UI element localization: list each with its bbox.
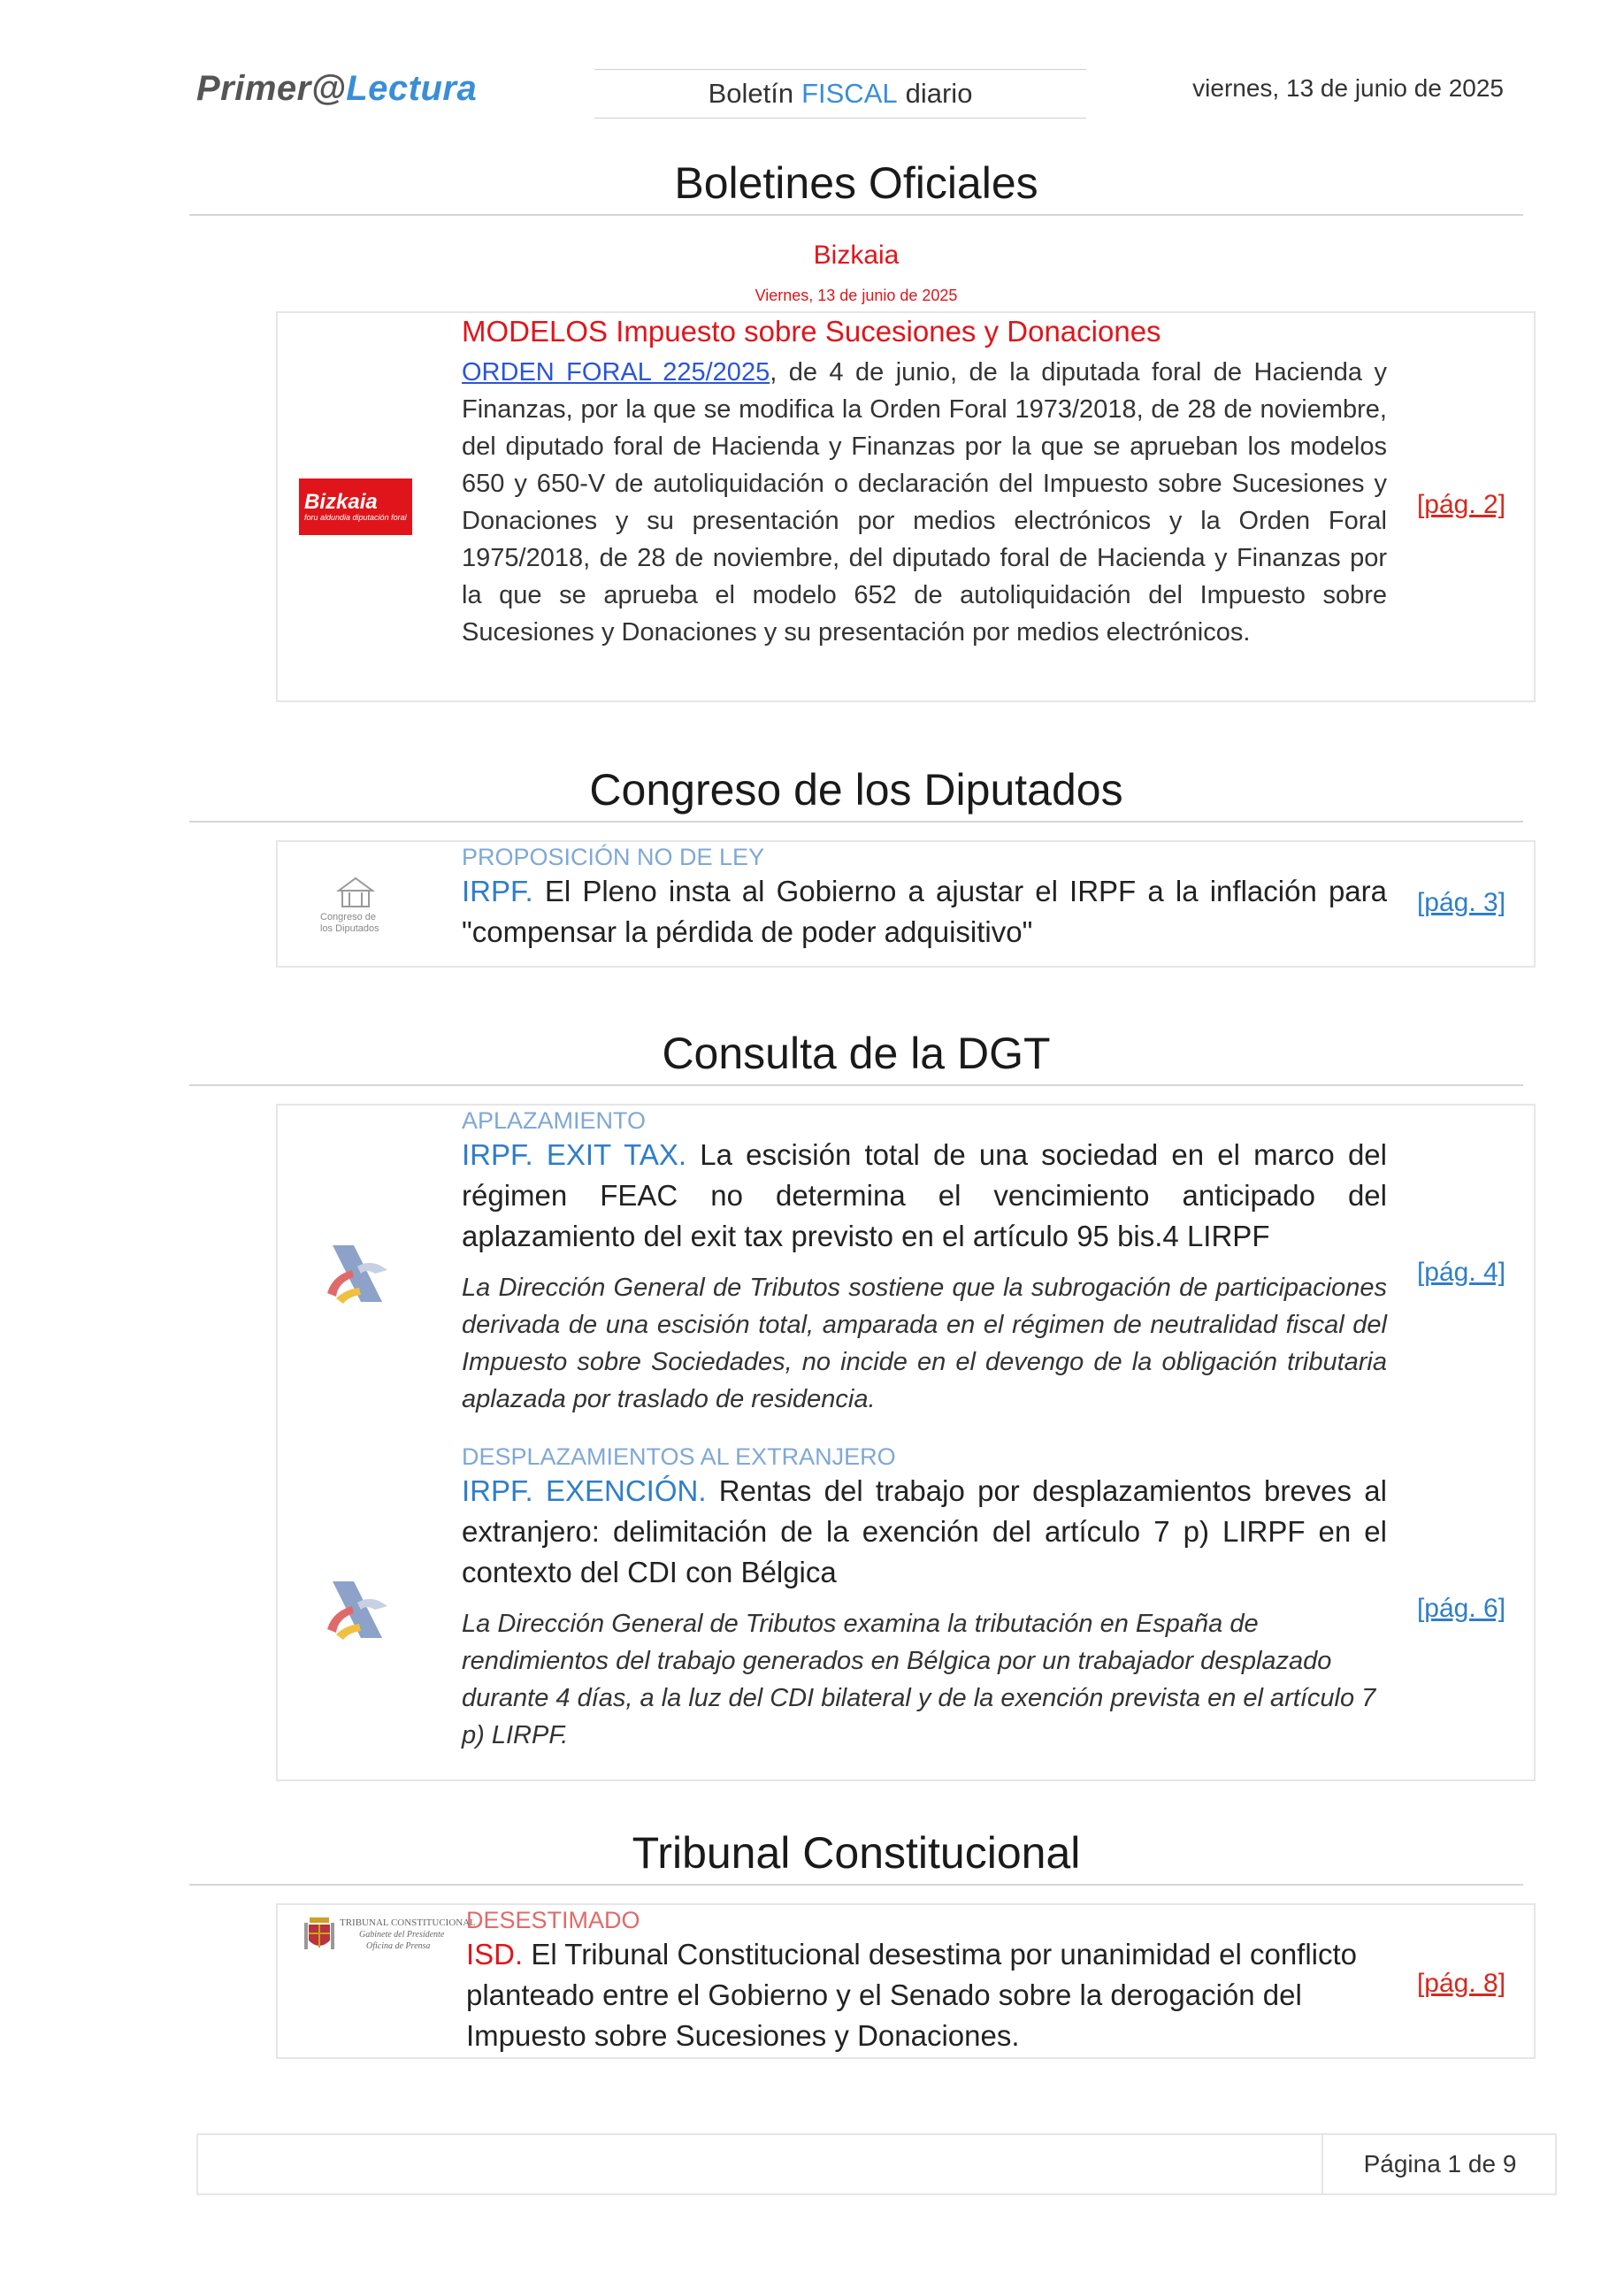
page-link-2[interactable]: [pág. 2] xyxy=(1416,490,1506,519)
tc-logo-line2: Gabinete del Presidente xyxy=(359,1930,445,1940)
congreso-logo xyxy=(276,840,435,968)
bulletin-title-pre: Boletín xyxy=(708,78,794,109)
news-headline xyxy=(462,1471,1387,1593)
news-content-tc xyxy=(466,1907,1391,2056)
orden-foral-link[interactable]: ORDEN FORAL 225/2025 xyxy=(462,358,770,386)
news-content-congreso xyxy=(462,844,1387,953)
aeat-logo-icon xyxy=(318,1576,393,1643)
section-title-congreso: Congreso de los Diputados xyxy=(189,764,1523,823)
bizkaia-logo xyxy=(276,311,435,702)
region-date: Viernes, 13 de junio de 2025 xyxy=(755,287,958,304)
aeat-logo xyxy=(276,1574,435,1645)
news-headline xyxy=(466,1934,1391,2056)
news-headline-text: El Pleno insta al Gobierno a ajustar el IRPF a la inflación para "compensar la pérdida de poder adquisitivo" xyxy=(462,875,1387,948)
news-headline-text: El Tribunal Constitucional desestima por unanimidad el conflicto planteado entre el Gobierno y el Senado sobre la derogación del Impuesto sobre Sucesiones y Donaciones. xyxy=(466,1938,1358,2052)
region-title: Bizkaia xyxy=(813,241,900,270)
bulletin-title-accent: FISCAL xyxy=(801,78,898,109)
news-category: APLAZAMIENTO xyxy=(462,1107,647,1134)
news-keyword: IRPF. EXIT TAX. xyxy=(462,1138,687,1171)
news-content-bizkaia xyxy=(462,315,1387,651)
logo-part2: Lectura xyxy=(346,69,478,108)
logo-part1: Primer@ xyxy=(196,69,347,108)
news-headline-text: La escisión total de una sociedad en el marco del régimen FEAC no determina el vencimiento anticipado del aplazamiento del exit tax previsto en el artículo 95 bis.4 LIRPF xyxy=(462,1138,1387,1252)
section-title-boletines: Boletines Oficiales xyxy=(189,157,1523,216)
brand-logo xyxy=(196,69,477,109)
news-summary: La Dirección General de Tributos sostiene que la subrogación de participaciones derivada de una escisión total, amparada en el régimen de neutralidad fiscal del Impuesto sobre Sociedades, no incide en el devengo de la obligación tributaria aplazada por traslado de residencia. xyxy=(462,1274,1387,1413)
page-link-8[interactable]: [pág. 8] xyxy=(1416,1969,1506,1998)
header-date: viernes, 13 de junio de 2025 xyxy=(1192,74,1504,102)
news-keyword: IRPF. EXENCIÓN. xyxy=(462,1474,707,1507)
congreso-building-icon xyxy=(333,873,378,912)
news-category: MODELOS Impuesto sobre Sucesiones y Donaciones xyxy=(462,315,1161,348)
footer-divider xyxy=(1321,2133,1323,2195)
news-category: DESPLAZAMIENTOS AL EXTRANJERO xyxy=(462,1443,896,1470)
bulletin-title xyxy=(594,69,1086,119)
congreso-logo-text: Congreso de los Diputados xyxy=(320,912,379,934)
page-link-3[interactable]: [pág. 3] xyxy=(1416,888,1506,917)
section-title-dgt: Consulta de la DGT xyxy=(189,1028,1523,1086)
tc-logo-line1: TRIBUNAL CONSTITUCIONAL xyxy=(340,1917,476,1928)
aeat-logo-icon xyxy=(318,1240,393,1307)
page-number: Página 1 de 9 xyxy=(1363,2150,1517,2177)
news-summary: La Dirección General de Tributos examina la tributación en España de rendimientos del trabajo generados en Bélgica por un trabajador desplazado durante 4 días, a la luz del CDI bilateral y de la exención prevista en el artículo 7 p) LIRPF. xyxy=(462,1610,1376,1749)
news-body-text: , de 4 de junio, de la diputada foral de Hacienda y Finanzas, por la que se modifica la Orden Foral 1973/2018, de 28 de noviembre, del diputado foral de Hacienda y Finanzas por la que se aprueban los modelos 650 y 650-V de autoliquidación o declaración del Impuesto sobre Sucesiones y Donaciones y su presentación por medios electrónicos y la Orden Foral 1975/2018, de 28 de noviembre, del diputado foral de Hacienda y Finanzas por la que se aprueba el modelo 652 de autoliquidación del Impuesto sobre Sucesiones y Donaciones y su presentación por medios electrónicos. xyxy=(462,358,1387,647)
news-headline xyxy=(462,871,1387,953)
tc-logo-text xyxy=(340,1914,476,1952)
tc-logo-line3: Oficina de Prensa xyxy=(366,1941,431,1951)
page-link-6[interactable]: [pág. 6] xyxy=(1416,1594,1506,1623)
coat-of-arms-icon xyxy=(304,1914,334,1955)
news-content-dgt-1 xyxy=(462,1107,1387,1418)
tc-logo xyxy=(304,1914,476,1955)
aeat-logo xyxy=(276,1238,435,1309)
bizkaia-logo-text: Bizkaia xyxy=(304,489,378,514)
bizkaia-logo-sub: foru aldundia diputación foral xyxy=(304,512,407,522)
page-link-4[interactable]: [pág. 4] xyxy=(1416,1258,1506,1287)
section-title-tc: Tribunal Constitucional xyxy=(189,1827,1523,1886)
news-headline xyxy=(462,1135,1387,1257)
bulletin-title-post: diario xyxy=(905,78,973,109)
news-body xyxy=(462,354,1387,651)
news-headline-text: Rentas del trabajo por desplazamientos breves al extranjero: delimitación de la exención del artículo 7 p) LIRPF en el contexto del CDI con Bélgica xyxy=(462,1474,1387,1588)
news-category: PROPOSICIÓN NO DE LEY xyxy=(462,844,765,870)
news-keyword: IRPF. xyxy=(462,875,533,907)
news-keyword: ISD. xyxy=(466,1938,524,1971)
news-content-dgt-2 xyxy=(462,1443,1387,1754)
news-category: DESESTIMADO xyxy=(466,1907,640,1933)
